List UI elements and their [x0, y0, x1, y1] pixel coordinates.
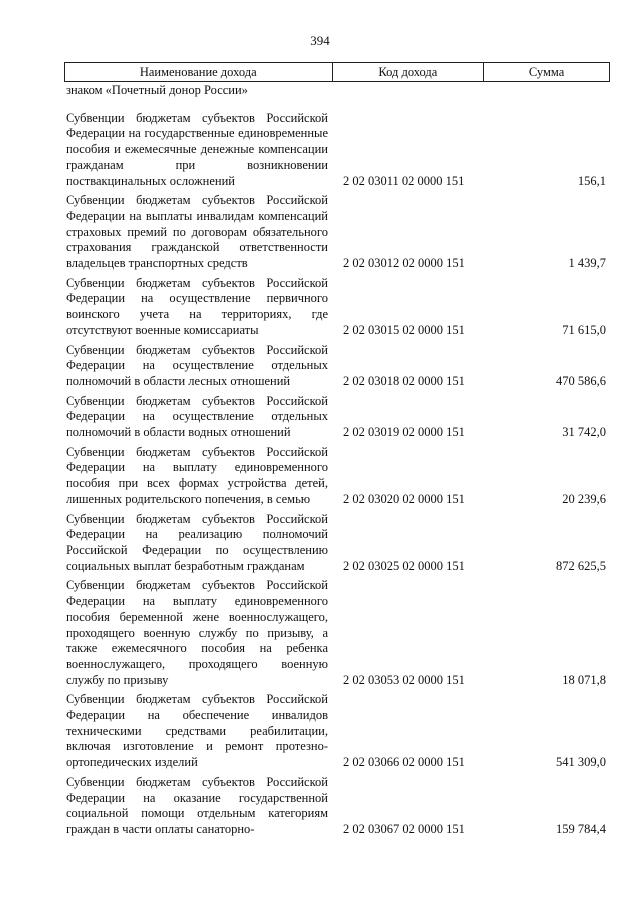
income-name: Субвенции бюджетам субъектов Российской Федерации на государственные единовременные пособия и ежемесячные денежные компенсации гражданам при возникновении поствакцинальных осложнений: [66, 110, 328, 188]
income-name: Субвенции бюджетам субъектов Российской Федерации на осуществление отдельных полномочий в области лесных отношений: [66, 342, 328, 388]
income-code: 2 02 03020 02 0000 151: [343, 491, 465, 506]
income-name: Субвенции бюджетам субъектов Российской Федерации на выплату единовременного пособия беременной жене военнослужащего, проходящего военную службу по призыву, а также ежемесячного пособия на ребенка военнослужащего, проходящего военную службу по призыву: [66, 578, 328, 687]
table-row: [0, 775, 640, 838]
table-row: [0, 578, 640, 688]
income-sum: 31 742,0: [562, 425, 606, 440]
income-sum: 20 239,6: [562, 491, 606, 506]
table-row: [0, 111, 640, 190]
income-name: Субвенции бюджетам субъектов Российской Федерации на осуществление первичного воинского учета на территориях, где отсутствуют военные комиссариаты: [66, 275, 328, 337]
income-code: 2 02 03019 02 0000 151: [343, 425, 465, 440]
income-code: 2 02 03012 02 0000 151: [343, 256, 465, 271]
income-sum: 470 586,6: [556, 373, 606, 388]
income-name: Субвенции бюджетам субъектов Российской Федерации на осуществление отдельных полномочий в области водных отношений: [66, 393, 328, 440]
continuation-text: знаком «Почетный донор России»: [66, 83, 248, 97]
income-sum: 159 784,4: [556, 821, 606, 836]
income-sum: 872 625,5: [556, 558, 606, 573]
income-table-body: [0, 83, 640, 838]
table-header: [64, 62, 610, 82]
header-code-cell: Код дохода: [332, 63, 484, 82]
income-name: Субвенции бюджетам субъектов Российской Федерации на обеспечение инвалидов техническими средствами реабилитации, включая изготовление и ремонт протезно-ортопедических изделий: [66, 692, 328, 770]
table-row: [0, 193, 640, 272]
income-code: 2 02 03025 02 0000 151: [343, 558, 465, 573]
table-row: [0, 394, 640, 441]
income-name: Субвенции бюджетам субъектов Российской Федерации на выплаты инвалидам компенсаций страховых премий по договорам обязательного страхования гражданской ответственности владельцев транспортных средств: [66, 193, 328, 271]
income-sum: 541 309,0: [556, 755, 606, 770]
income-code: 2 02 03066 02 0000 151: [343, 755, 465, 770]
income-sum: 1 439,7: [568, 256, 606, 271]
page-number: 394: [310, 33, 330, 48]
table-row: [0, 343, 640, 390]
table-row: [0, 276, 640, 339]
table-row: [0, 445, 640, 508]
income-code: 2 02 03067 02 0000 151: [343, 821, 465, 836]
header-sum-cell: Сумма: [484, 63, 610, 82]
income-name: Субвенции бюджетам субъектов Российской Федерации на оказание государственной социальной помощи отдельным категориям граждан в части оплаты санаторно-: [66, 774, 328, 836]
income-code: 2 02 03011 02 0000 151: [343, 173, 465, 188]
income-name: Субвенции бюджетам субъектов Российской Федерации на реализацию полномочий Российской Федерации по осуществлению социальных выплат безработным гражданам: [66, 511, 328, 573]
continuation-row: [0, 83, 640, 99]
income-code: 2 02 03015 02 0000 151: [343, 322, 465, 337]
table-row: [0, 512, 640, 575]
income-code: 2 02 03053 02 0000 151: [343, 672, 465, 687]
table-row: [0, 692, 640, 771]
income-sum: 18 071,8: [562, 672, 606, 687]
income-name: Субвенции бюджетам субъектов Российской Федерации на выплату единовременного пособия при всех формах устройства детей, лишенных родительского попечения, в семью: [66, 444, 328, 506]
header-name-cell: Наименование дохода: [65, 63, 333, 82]
income-code: 2 02 03018 02 0000 151: [343, 373, 465, 388]
income-sum: 71 615,0: [562, 322, 606, 337]
income-sum: 156,1: [577, 173, 606, 188]
